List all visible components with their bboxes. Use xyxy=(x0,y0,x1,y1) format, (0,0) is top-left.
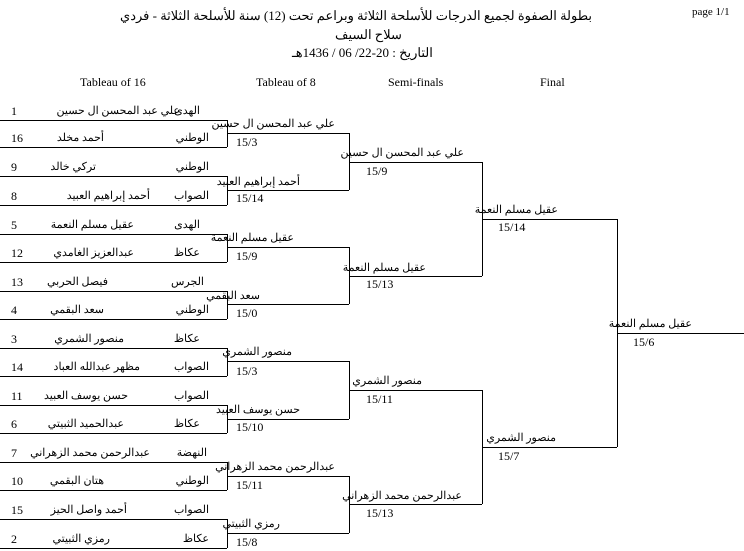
bracket-line xyxy=(227,476,349,477)
seed-number: 16 xyxy=(11,131,23,145)
fencer-name: سعد البقمي xyxy=(50,304,104,316)
bracket-line xyxy=(0,490,227,491)
seed-number: 5 xyxy=(11,218,17,232)
round-header-tableau16: Tableau of 16 xyxy=(80,75,146,89)
fencer-name: أحمد إبراهيم العبيد xyxy=(66,190,150,202)
round-header-tableau8: Tableau of 8 xyxy=(256,75,316,89)
fencer-name: هتان البقمي xyxy=(49,475,104,487)
bout-score: 15/8 xyxy=(236,535,258,549)
seed-number: 4 xyxy=(11,303,17,317)
bracket-line xyxy=(349,504,482,505)
bracket-line xyxy=(227,533,349,534)
bracket-line xyxy=(227,133,349,134)
bracket-line xyxy=(0,147,227,148)
semifinal-name: منصور الشمري xyxy=(352,375,422,387)
fencer-name: عبدالحميد الثبيتي xyxy=(47,418,124,430)
bracket-line xyxy=(482,447,617,448)
tournament-title: بطولة الصفوة لجميع الدرجات للأسلحة الثلاثة وبراعم تحت (12) سنة للأسلحة الثلاثة - فردي xyxy=(120,8,592,23)
semifinal-name: علي عبد المحسن ال حسين xyxy=(340,147,464,159)
finalist-name: منصور الشمري xyxy=(486,432,556,444)
bracket-line xyxy=(0,176,227,177)
bracket-line xyxy=(227,304,349,305)
fencer-club: الصواب xyxy=(173,504,209,516)
seed-number: 9 xyxy=(11,160,17,174)
fencer-name: حسن يوسف العبيد xyxy=(44,390,128,402)
bracket-line xyxy=(0,548,227,549)
bout-score: 15/7 xyxy=(498,449,520,463)
bracket-line xyxy=(227,190,349,191)
seed-number: 6 xyxy=(11,417,17,431)
tableau8-winner-name: عقيل مسلم النعمة xyxy=(210,232,294,244)
tableau8-winner-name: علي عبد المحسن ال حسين xyxy=(211,118,335,130)
bout-score: 15/3 xyxy=(236,135,258,149)
bracket-line xyxy=(0,262,227,263)
bracket-line xyxy=(349,162,482,163)
bracket-line xyxy=(482,219,617,220)
tableau8-winner-name: رمزي الثبيتي xyxy=(222,518,280,530)
seed-number: 11 xyxy=(11,389,23,403)
tableau8-winner-name: منصور الشمري xyxy=(222,346,292,358)
fencer-name: رمزي الثبيتي xyxy=(52,533,110,545)
bracket-line xyxy=(227,247,349,248)
seed-number: 2 xyxy=(11,532,17,546)
seed-number: 7 xyxy=(11,446,17,460)
bout-score: 15/14 xyxy=(236,191,264,205)
seed-number: 13 xyxy=(11,275,23,289)
fencer-name: أحمد واصل الحيز xyxy=(50,504,127,516)
fencer-club: الصواب xyxy=(173,390,209,402)
seed-number: 8 xyxy=(11,189,17,203)
fencer-name: منصور الشمري xyxy=(54,333,124,345)
bout-score: 15/11 xyxy=(366,392,393,406)
fencer-club: النهضة xyxy=(176,447,207,459)
bracket-line xyxy=(0,205,227,206)
bracket-line xyxy=(617,333,744,334)
tableau8-winner-name: عبدالرحمن محمد الزهراني xyxy=(215,461,335,473)
fencer-club: الوطني xyxy=(175,475,209,487)
bracket-line xyxy=(0,405,227,406)
fencer-club: الوطني xyxy=(175,304,209,316)
bracket-line xyxy=(0,120,227,121)
fencer-name: عقيل مسلم النعمة xyxy=(50,219,134,231)
bracket-line xyxy=(0,376,227,377)
fencer-name: عبدالرحمن محمد الزهراني xyxy=(30,447,150,459)
date-label: التاريخ : 20-22/ 06 / 1436هـ xyxy=(292,45,433,60)
tableau8-winner-name: سعد البقمي xyxy=(206,290,260,302)
page-number: page 1/1 xyxy=(692,6,730,18)
fencer-name: عبدالعزيز الغامدي xyxy=(53,247,134,259)
semifinal-name: عقيل مسلم النعمة xyxy=(342,262,426,274)
bracket-line xyxy=(0,319,227,320)
bracket-line xyxy=(227,361,349,362)
bout-score: 15/0 xyxy=(236,306,258,320)
seed-number: 12 xyxy=(11,246,23,260)
bracket-line xyxy=(0,234,227,235)
round-header-semifinals: Semi-finals xyxy=(388,75,444,89)
fencer-club: عكاظ xyxy=(173,418,200,430)
bout-score: 15/6 xyxy=(633,335,655,349)
bout-score: 15/10 xyxy=(236,420,264,434)
bracket-line xyxy=(227,419,349,420)
bout-score: 15/11 xyxy=(236,478,263,492)
bout-score: 15/9 xyxy=(366,164,388,178)
seed-number: 1 xyxy=(11,104,17,118)
weapon-label: سلاح السيف xyxy=(335,27,402,42)
seed-number: 15 xyxy=(11,503,23,517)
bout-score: 15/14 xyxy=(498,220,526,234)
fencer-club: الوطني xyxy=(175,132,209,144)
fencer-name: علي عبد المحسن ال حسين xyxy=(56,105,180,117)
fencer-name: مظهر عبدالله العباد xyxy=(53,361,140,373)
seed-number: 10 xyxy=(11,474,23,488)
tableau8-winner-name: حسن يوسف العبيد xyxy=(216,404,300,416)
bout-score: 15/3 xyxy=(236,364,258,378)
tableau8-winner-name: أحمد إبراهيم العبيد xyxy=(216,176,300,188)
fencer-club: الجرس xyxy=(170,276,204,288)
fencer-club: الصواب xyxy=(173,190,209,202)
fencer-club: الهدى xyxy=(174,105,200,117)
fencer-name: تركي خالد xyxy=(50,161,96,173)
bout-score: 15/13 xyxy=(366,506,394,520)
semifinal-name: عبدالرحمن محمد الزهراني xyxy=(342,490,462,502)
fencer-club: الهدى xyxy=(174,219,200,231)
champion-name: عقيل مسلم النعمة xyxy=(608,318,692,330)
finalist-name: عقيل مسلم النعمة xyxy=(474,204,558,216)
seed-number: 3 xyxy=(11,332,17,346)
fencer-name: أحمد مخلد xyxy=(56,132,104,144)
bracket-line xyxy=(0,348,227,349)
bout-score: 15/13 xyxy=(366,277,394,291)
bracket-line xyxy=(0,462,227,463)
fencer-name: فيصل الحربي xyxy=(46,276,108,288)
fencer-club: الصواب xyxy=(173,361,209,373)
bout-score: 15/9 xyxy=(236,249,258,263)
fencer-club: عكاظ xyxy=(182,533,209,545)
fencer-club: عكاظ xyxy=(173,247,200,259)
seed-number: 14 xyxy=(11,360,23,374)
bracket-line xyxy=(0,433,227,434)
round-header-final: Final xyxy=(540,75,565,89)
bracket-line xyxy=(0,519,227,520)
bracket-line xyxy=(349,390,482,391)
fencer-club: الوطني xyxy=(175,161,209,173)
bracket-line xyxy=(0,291,227,292)
fencer-club: عكاظ xyxy=(173,333,200,345)
bracket-line xyxy=(349,276,482,277)
